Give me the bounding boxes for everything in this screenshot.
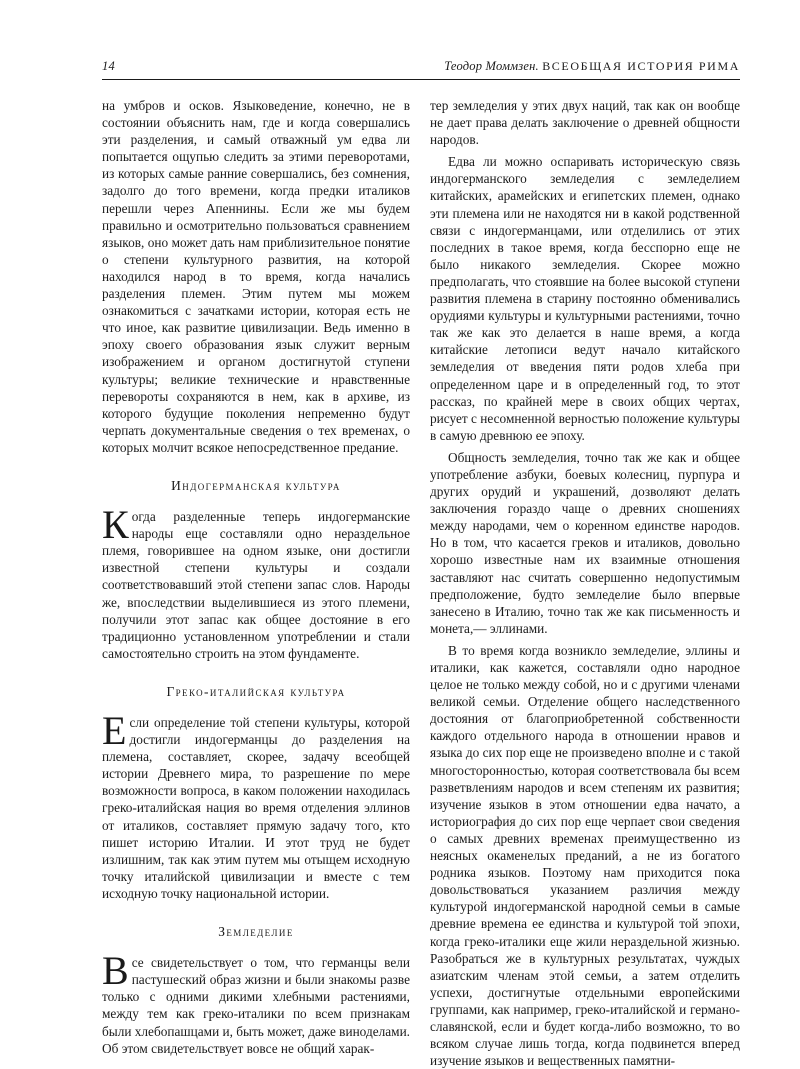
paragraph-historical-link: Едва ли можно оспаривать историческую связь индогерманского земледелия с земледелием китайских, арамейских и египетских племен, однако эти племена или не находятся ни в какой родственной связи с индогерманцами, или отделились от этих последних в такое время, когда бесспорно еще не было никакого земледелия. Скорее можно предполагать, что стоявшие на более высокой ступени развития племена в старину постоянно обменивались орудиями культуры и культурными растениями, точно так же как это делается в наше время, а когда китайские летописи ведут начало китайского земледелия от введения пяти родов хлеба при определенном царе и в определенный год, то этот рассказ, по крайней мере в своих общих чертах, рисует с несомненной верностью положение культуры в самую древнюю ее эпоху. bbox=[430, 154, 740, 443]
drop-cap: Е bbox=[102, 708, 127, 753]
drop-cap: В bbox=[102, 948, 129, 994]
paragraph-text: сли определение той степени культуры, которой достигли индогерманцы до разделения на племена, составляет, скорее, задачу всеобщей истории Древнего мира, то разрешение по мере возможности вопроса, в каком положении находилась греко-италийская нация во время отделения эллинов от италиков, составляет прямую задачу того, кто пишет историю Италии. И этот труд не будет излишним, так как этим путем мы отыщем исходную точку италийской цивилизации и вместе с тем исходную точку национальной истории. bbox=[102, 715, 410, 901]
paragraph-common-agriculture: Общность земледелия, точно так же как и общее употребление азбуки, боевых колесниц, пурпура и других орудий и украшений, дозволяют делать заключения гораздо чаще о древних сношениях между народами, чем о коренном единстве народов. Но в том, что касается греков и италиков, довольно хорошо известные нам их взаимные отношения заставляют нас считать совершенно недопустимым предположение, будто земледелие было впервые занесено в Италию, точно так же как письменность и монета,— эллинами. bbox=[430, 449, 740, 636]
paragraph-emergence-of-agriculture: В то время когда возникло земледелие, эллины и италики, как кажется, составляли одно народное целое не только между собой, но и с другими членами великой семьи. Отделение общего наследственного достояния от благоприобретенной собственности каждого отдельного народа в отношении нравов и языка до сих пор еще не произведено вполне и с такой многосторонностью, которая соответствовала бы всем разветвлениям народов и всем степеням их развития; изучение языков в этом отношении едва начато, а историография до сих пор еще черпает свои сведения о самых древних временах преимущественно из неясных окаменелых преданий, а не из богатого родника языков. Поэтому нам приходится пока довольствоваться указанием различия между культурой индогерманской народной семьи в самые древние времена ее единства и культурой той эпохи, когда греко-италики еще жили нераздельной жизнью. Разобраться же в культурных результатах, чуждых азиатским членам этой семьи, а затем отделить успехи, достигнутые отдельными европейскими группами, как например, греко-италийской и германо-славянской, если и будет когда-либо возможно, то во всяком случае лишь тогда, когда подвинется вперед изучение языков и вещественных памятни- bbox=[430, 642, 740, 1069]
page-number: 14 bbox=[102, 59, 115, 73]
left-column bbox=[102, 97, 410, 1057]
right-column bbox=[430, 97, 740, 1069]
running-head-author: Теодор Моммзен. bbox=[444, 59, 539, 73]
section-heading-indo-european-culture: Индогерманская культура bbox=[171, 477, 341, 493]
drop-cap: К bbox=[102, 502, 129, 548]
paragraph-intro: на умбров и осков. Языковедение, конечно, не в состоянии объяснить нам, где и когда совершались эти разделения, и самый отважный ум едва ли попытается ощупью следить за этими переворотами, из которых самые ранние совершались, без сомнения, задолго до того времени, когда предки италиков перешли через Апеннины. Если же мы будем правильно и осмотрительно пользоваться сравнением языков, оно может дать нам приблизительное понятие о степени культурного развития, на которой находился народ в то время, когда начались разделения племен. Этим путем мы можем ознакомиться с зачатками истории, которая есть не что иное, как развитие цивилизации. Ведь именно в эпоху своего образования язык служит верным изображением и органом достигнутой ступени культуры; великие технические и нравственные перевороты сохраняются в нем, как в архиве, из которого будущие поколения непременно будут черпать документальные сведения о тех временах, о которых молчит всякое непосредственное предание. bbox=[102, 98, 410, 455]
header-rule bbox=[102, 79, 740, 80]
paragraph-continuation: тер земледелия у этих двух наций, так как он вообще не дает права делать заключение о древней общности народов. bbox=[430, 98, 740, 148]
section-heading-greco-italic-culture: Греко-италийская культура bbox=[166, 683, 346, 699]
paragraph-text: огда разделенные теперь индогерманские народы еще составляли одно нераздельное племя, говорившее на одном языке, они достигли известной степени культуры и создали соответствовавший этой степени запас слов. Народы же, впоследствии выделившиеся из этого племени, получили этот запас как общее достояние в его традиционно установленном употреблении и стали самостоятельно строить на этом фундаменте. bbox=[102, 509, 410, 661]
paragraph-greco-italic-culture bbox=[102, 708, 410, 902]
running-head-text bbox=[444, 59, 740, 74]
section-heading-agriculture: Земледелие bbox=[218, 924, 294, 940]
paragraph-agriculture bbox=[102, 948, 411, 1057]
running-head bbox=[102, 59, 740, 77]
paragraph-text: се свидетельствует о том, что германцы вели пастушеский образ жизни и были знакомы разве только с одними дикими хлебными растениями, между тем как греко-италики по всем признакам были хлебопашцами и, быть может, даже виноделами. Об этом свидетельствует вовсе не общий харак- bbox=[102, 955, 411, 1056]
paragraph-indo-european-culture bbox=[102, 502, 410, 662]
running-head-book-title: ВСЕОБЩАЯ ИСТОРИЯ РИМА bbox=[542, 59, 740, 73]
